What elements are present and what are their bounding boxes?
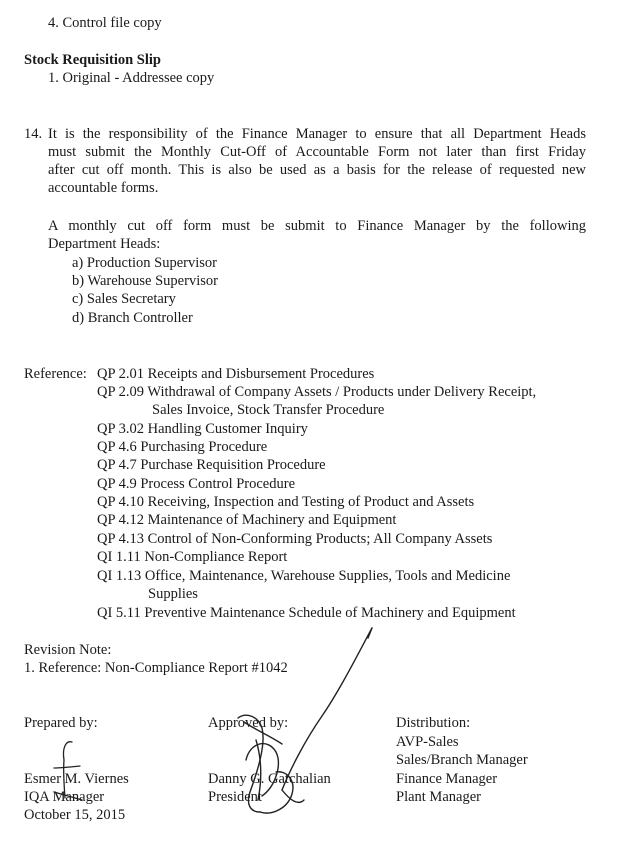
stock-slip-heading: Stock Requisition Slip bbox=[24, 52, 161, 68]
item-14-para2-line: A monthly cut off form must be submit to Finance Manager by the following bbox=[48, 218, 586, 234]
reference-item: QP 2.09 Withdrawal of Company Assets / Products under Delivery Receipt, bbox=[97, 384, 537, 400]
approved-by-label: Approved by: bbox=[208, 715, 289, 731]
reference-item: QI 1.13 Office, Maintenance, Warehouse Supplies, Tools and Medicine bbox=[97, 568, 511, 584]
revision-note-heading: Revision Note: bbox=[24, 642, 112, 658]
revision-note-item: 1. Reference: Non-Compliance Report #1042 bbox=[24, 660, 288, 676]
prepared-by-date: October 15, 2015 bbox=[24, 807, 126, 823]
item-14-line: It is the responsibility of the Finance Manager to ensure that all Department Heads bbox=[48, 126, 586, 142]
item-14-para2-line: Department Heads: bbox=[48, 236, 161, 252]
distribution-item: AVP-Sales bbox=[396, 734, 459, 750]
control-file-copy-item: 4. Control file copy bbox=[48, 15, 162, 31]
dept-head-list-item: a) Production Supervisor bbox=[72, 255, 217, 271]
item-14-number: 14. bbox=[24, 126, 43, 142]
distribution-label: Distribution: bbox=[396, 715, 471, 731]
reference-item: QP 4.10 Receiving, Inspection and Testing of Product and Assets bbox=[97, 494, 475, 510]
distribution-item: Plant Manager bbox=[396, 789, 481, 805]
prepared-by-title: IQA Manager bbox=[24, 789, 105, 805]
item-14-line: must submit the Monthly Cut-Off of Accountable Form not later than first Friday bbox=[48, 144, 586, 160]
reference-item: QI 1.11 Non-Compliance Report bbox=[97, 549, 288, 565]
reference-item: QI 5.11 Preventive Maintenance Schedule of Machinery and Equipment bbox=[97, 605, 516, 621]
distribution-item: Finance Manager bbox=[396, 771, 498, 787]
dept-head-list-item: c) Sales Secretary bbox=[72, 291, 176, 307]
reference-item: QP 4.12 Maintenance of Machinery and Equipment bbox=[97, 512, 397, 528]
reference-item: QP 2.01 Receipts and Disbursement Procedures bbox=[97, 366, 375, 382]
prepared-by-name: Esmer M. Viernes bbox=[24, 771, 129, 787]
reference-item: QP 4.6 Purchasing Procedure bbox=[97, 439, 268, 455]
approved-by-name: Danny G. Gatchalian bbox=[208, 771, 331, 787]
approved-by-title: President bbox=[208, 789, 262, 805]
stock-slip-item: 1. Original - Addressee copy bbox=[48, 70, 215, 86]
prepared-by-label: Prepared by: bbox=[24, 715, 98, 731]
reference-item: QP 4.9 Process Control Procedure bbox=[97, 476, 296, 492]
reference-item: QP 4.7 Purchase Requisition Procedure bbox=[97, 457, 326, 473]
reference-item: QP 3.02 Handling Customer Inquiry bbox=[97, 421, 308, 437]
reference-label: Reference: bbox=[24, 366, 87, 382]
dept-head-list-item: b) Warehouse Supervisor bbox=[72, 273, 218, 289]
distribution-item: Sales/Branch Manager bbox=[396, 752, 528, 768]
dept-head-list-item: d) Branch Controller bbox=[72, 310, 193, 326]
reference-item-continuation: Supplies bbox=[148, 586, 198, 602]
reference-item-continuation: Sales Invoice, Stock Transfer Procedure bbox=[152, 402, 385, 418]
reference-item: QP 4.13 Control of Non-Conforming Products; All Company Assets bbox=[97, 531, 493, 547]
item-14-line: after cut off month. This is also be used as a basis for the release of requested new bbox=[48, 162, 586, 178]
item-14-line: accountable forms. bbox=[48, 180, 159, 196]
